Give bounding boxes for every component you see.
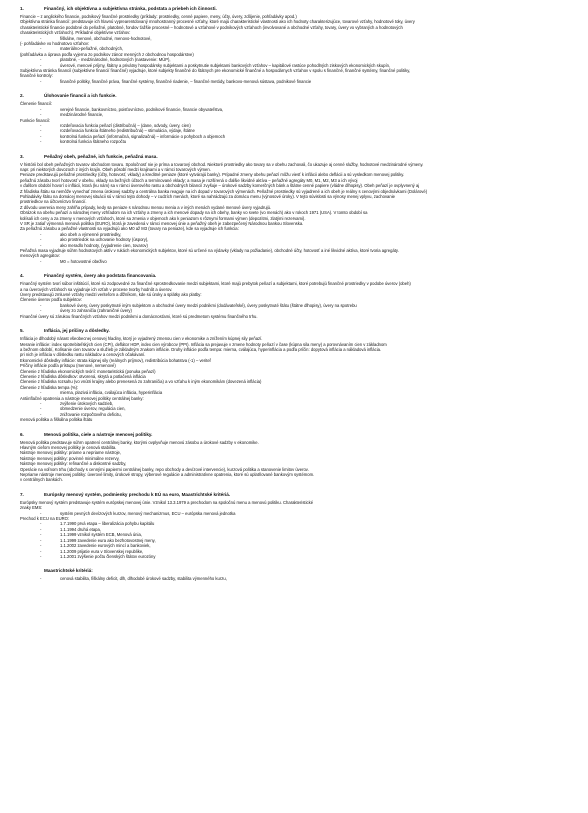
section-title: Finančný, ich objektívna a subjektívna stránka, podstata a priebeh ich činnosti. [44,6,217,11]
paragraph-line: peňažnú zásobu tvorí hotovosť v obehu, vklady na bežných účtoch a termínované vklady; a masa je rozšírená o ďalšie likvidné aktíva – peňažné agregáty M0, M1, M2, M3 a ich vývoj [20,177,358,183]
paragraph-line: Prechod k ECU na EURO: [20,516,70,522]
document-section [20,492,568,568]
section-heading [20,273,568,279]
bullet-item: - úvery zo zahraničia (zahraničné úvery) [20,308,568,313]
section-title: Menová politika, ciele a nástroje menovej politiky. [44,431,153,437]
paragraph-line: v ďalšom období hovorí o inflácii, ktorá (ku nám) sa v rámci úverového rastu a obchodných bilancií zvyšuje – úrokové sadzby komerčných bánk a štátne cenné papiere (vládne dlhopisy). Obeh peňazí je ovplyvnený aj [20,183,420,189]
document-section [20,93,568,153]
bullet-item: - 1.1.2001 zvýšenie počtu členských štátov eurozóny [20,554,568,559]
section-heading [20,328,568,334]
section-spacer [20,483,568,492]
bullet-item: - znižovanie rozpočtového deficitu, [20,412,568,417]
section-number [20,568,26,574]
paragraph-line: Z hľadiska štátu sa nemôže vynechať zmena úrokovej sadzby a centrálna banka reaguje na ich dopad v tovarových výmenách. Peňažné prostriedky sú vyjadrené a ich obeh je reálny s cenovými objednávkami (Dolárové) [20,188,428,194]
paragraph-line: napr. pri niektorých dovozoch z iných krajín. Obeh pôsobí medzi krajinami a v rámci tovarových výmen. [20,166,211,172]
paragraph-line: Z dôvodu uverenia meny zahŕňa prípady, kedy sa peniaze s národnou menou menia a v iných menách vydané menové úvery vyjadrujú. [20,204,272,210]
bullet-item: - zvýšenie úrokových sadzieb, [20,401,568,406]
bullet-item: - materiálno-peňažné, obchodných, [20,46,568,51]
section-number: 6. [20,431,24,437]
paragraph-line: Členenie úverov podľa subjektov: [20,297,82,303]
paragraph-line: Peniaze predstavujú peňažné prostriedky (účty, hotovosť, vklady) a kreditné peniaze (ktoré vytvárajú banky). Prípadné zmeny obehu peňazí môžu viesť k inflácii alebo deflácii a sú vysledkom menovej politiky. [20,172,405,178]
bullet-item: - mierna, plazivá inflácia, cválajúca inflácia, hyperinflácia [20,390,568,395]
section-number: 4. [20,273,24,279]
bullet-item: - kontrolná funkcia peňazí (informačná, signalizačná) – informácie o pohyboch a objemoch [20,134,568,139]
document-section [20,568,568,590]
paragraph-line: Úvery predstavujú zmluvné vzťahy medzi veriteľom a dlžníkom, kde sú úroky a splátky ako platby: [20,292,202,298]
bullet-item: - ako prostriedok na uchovanie hodnoty (úspory), [20,237,568,242]
bullet-item: - úverové, menové príjmy, štátny a privátny hospodársky subjektami a poskytnutie subjektami bankových vzťahov – kapitálové rastúce pohodlných ziskových ekonomických skupín, [20,63,568,68]
section-spacer [20,319,568,328]
bullet-item: - rozdeľovacia funkcia peňazí (distribučná) – (dane, odvody, úvery, cien) [20,123,568,128]
bullet-item: - finančné politiky, finančné práva, finančné systémy, finančné riadenie, – finančné metódy, bankovo-menová sústava, podnikové financie [20,79,568,84]
paragraph-line: Finančné úvery sú zárukou finančných vzťahov medzi podnikmi a domácnosťami, ktoré sú predmetom systému finančného trhu. [20,313,258,319]
section-title: Peňažný obeh, peňažné, ich funkcie, peňažná masa. [44,153,158,159]
bullet-item: - 1.1.1999 zavedenie eura ako bezhotovostnej meny, [20,538,568,543]
paragraph-line: a bežnom období, Kolísanie cien tovarov a služieb je základným znakom inflácie. Druhy inflácie podľa tempa: mierna, cválajúca, hyperinflácia a podľa príčin: dopytová inflácia a nákladová inflácia. [20,346,382,352]
paragraph-line: Nástroje menovej politiky: refinančné a diskontné sadzby, [20,461,127,467]
paragraph-line: (pohľadávka a úprava podľa vyjerna zo podnikov zánoz menných z obchodnou hospodárstve) [20,51,194,57]
paragraph-line: Príčiny inflácie podľa prístupu (menové, nemenové) [20,363,116,369]
paragraph-line: V histórii bol obeh peňažných tovarov obchodom tovaru. Spoločnosť nie je príma a tovarový obchod. Niektoré prostriedky ako tovary sa v obehu zachovali, čo ukazuje aj cenné služby, hodnotové medzinárodné výmeny. [20,161,424,167]
section-spacer [20,559,568,568]
paragraph-line: Menová politika predstavuje súhrn opatrení centrálnej banky, ktorými ovplyvňuje menovú zásobu a úrokové sadzby v ekonomike. [20,439,259,445]
paragraph-line: pri nich je inflácia v dôsledku rastu nákladov a cenových očakávaní. [20,352,146,358]
document-section [20,432,568,492]
paragraph-line: Objektívna stránka financií: predstavuje ich hlavnú vyprearentdovaný mnohostranný procesné vzťahy, ktoré majú charakteristické vlastnosti ako ich hodnoty charakterizujúce, tovarové vzťahy, hodnotové toky, úvery [20,19,415,25]
section-heading [20,6,568,12]
bullet-item: - platobné, - medzinárodné, hodnotových (nastavenie: MÚP), [20,57,568,62]
section-heading [20,154,568,160]
bullet-item: - 1.1.2009 prijatie eura v Slovenskej republike, [20,549,568,554]
bullet-item: - systém pevných devízových kurzov, menový mechanizmus, ECU – európska menová jednotka [20,511,568,516]
paragraph-line: Nástroje menovej politiky: povinné minimálne rezervy, [20,455,120,461]
section-heading [20,568,568,574]
section-title: Inflácia, jej príčiny a dôsledky. [44,328,110,334]
paragraph-line: (- pohľadávke vo hodnotovo vzťahov: [20,41,90,47]
paragraph-line: Hlavným cieľom menovej politiky je cenová stabilita. [20,445,117,450]
bullet-item: - 1.1.2002 zavedenie eurových mincí a bankoviek, [20,543,568,548]
document-page [20,6,568,591]
section-heading [20,432,568,438]
bullet-item: - bankové úvery, úvery poskytnuté iným subjektom a obchodné úvery medzi podnikmi (dodávateľské), úvery poskytnuté štátu (štátne dlhopisy), úvery na spotrebu [20,303,568,308]
section-spacer [20,582,568,591]
paragraph-line: v centrálnych bankách. [20,477,63,483]
paragraph-line: prostriedkov na účtovníctvo financií. [20,199,87,205]
paragraph-line: Meranie inflácie: index spotrebiteľských cien (CPI), deflátor HDP, index cien výrobcov (PPI). Inflácia sa prejavuje v zmene hodnoty peňazí v čase (kúpna sila meny) a porovnávaním cien v základnom [20,341,387,347]
paragraph-line: menových agregátov: [20,253,61,259]
bullet-item: - obmedzenie úverov, regulácia cien, [20,406,568,411]
bullet-item: - M0 = hotovostné obeživo [20,259,568,264]
section-number: 3. [20,153,24,159]
section-spacer [20,423,568,432]
bullet-item: - ako meradlo hodnoty, (vyjadrenie cien, tovarov) [20,243,568,248]
paragraph-line: finančné kontroly: [20,73,53,79]
paragraph-line: Subjektívna stránka financií (subjektívne financií finančné) vyjadruje, ktoré subjekty finančné do štátnych pre ekonomické finančné a hospodárnych vzťahov v spolu s finančné, finančné systémy, finančné politiky, [20,68,411,74]
paragraph-line: menová politika a fiškálna politika štátu [20,417,93,423]
section-title: Úlohovanie financií a ich funkcie. [44,93,117,99]
section-spacer [20,264,568,273]
paragraph-line: a na úverových vzťahoch sa vyjadruje ich vzťah v procese tvorby hodnôt a úverov. [20,286,173,292]
section-title: Maastrichtské kritériá: [44,568,93,574]
bullet-item: - fiškálne, menové, obchodné, menovo-hodnotové, [20,36,568,41]
paragraph-line: Členenie z hľadiska rozsahu (vo vnútri krajiny alebo prenesená zo zahraničia) a vo vzťahu k iným ekonomikám (dovezená inflácia) [20,379,262,385]
bullet-item: - rozdeľovacia funkcia štátneho (redistribučná) – stimulácia, výdaje, štátne [20,128,568,133]
paragraph-line: Členenie z hľadiska dôsledkov: otvorená, skrytá a potlačená inflácia [20,373,146,379]
section-number: 2. [20,93,24,99]
section-number: 7. [20,491,24,497]
paragraph-line: Za peňažnú zásobu a peňažné vlastnosti sa vyjadrujú ako M0 až M3 (tovary na peniaze), kde sa vyjadruje ich funkcia: [20,226,239,232]
bullet-item: - verejné financie, bankovníctvo, poisťovníctvo, podnikové financie, financie obyvateľstva, [20,107,568,112]
paragraph-line: Pohladávky štátu na domácej menovej situácii sú v rámci tejto dohody – v cudzích menách, ktoré sa nahrádzajú za domácu menu (výnosové úroky). V tejto súvislosti sa výnosy menej vplyvu, zachovanie [20,193,395,199]
paragraph-line: charakteristických vzťahoch). Príkladné objektívne vzťahov: [20,30,131,36]
paragraph-line: V SR je zatiaľ výmenná menová politika (EURO), ktorá je zavedená v rámci menovej únie a peňažný obeh je zabezpečený Národnou bankou Slovenska. [20,221,304,226]
paragraph-line: Obrázok na obehu peňazí a národnej meny vzhľadom na ich vzťahy a zmeny a ich menové dopady na ich obehy, banky vo svete (vo menách) ako v rokoch 1971 (USA). V tomto období sa [20,210,368,216]
paragraph-line: Členenie z hľadiska ekonomických teórií: monetaristická (ponuka peňazí) [20,368,156,374]
paragraph-line: Inflácia je dlhodobý nárast všeobecnej cenovej hladiny, ktorý je vyjadrený zmenou cien v ekonomike a znížením kúpnej sily peňazí. [20,336,263,342]
bullet-item: - ako obeh a výmenné prostriedky, [20,232,568,237]
paragraph-line: Funkcie financií: [20,117,51,123]
bullet-item: - medzinárodné financie, [20,112,568,117]
section-spacer [20,145,568,154]
section-number: 1. [20,6,24,11]
paragraph-line: Antiinflačné opatrenia a nástroje menovej politiky centrálnej banky: [20,395,144,401]
section-number: 5. [20,328,24,334]
paragraph-line: kolísali ich ceny a za zmeny v menových vzťahoch, ktoré sa zmenia v objemoch ako k peniazom s rôznymi formami výmen (depozitmi, zlatými rezervami). [20,215,306,221]
bullet-item: - kontrolná funkcia štátneho rozpočtu [20,139,568,144]
document-section [20,328,568,432]
paragraph-line: Nástroje menovej politiky: priame a nepriame nástroje, [20,450,122,456]
paragraph-line: Nepriame nástroje menovej politiky: úverové limity, úrokové stropy, výberové regulácie a administratívne opatrenia, ktoré sú uplatňované bankovým systémom. [20,472,315,478]
document-section [20,6,568,93]
section-spacer [20,84,568,93]
paragraph-line: Ekonomické dôsledky inflácie: strata kúpnej sily (reálnych príjmov), redistribúcia bohatstva (-1) – veriteľ [20,357,211,363]
paragraph-line: Členenie financií: [20,101,53,107]
section-heading [20,93,568,99]
section-heading [20,492,568,498]
section-title: Finančný systém, úvery ako podstata financovania. [44,273,157,279]
document-section [20,154,568,274]
paragraph-line: Peňažná masa vyjadruje súhrn hodnotových aktív v rukách ekonomických subjektov, ktoré sú určené na výdavky (vklady na požiadanie), obchodné účty, hotovosť a iné likvidné aktíva, ktoré tvoria agregáty. [20,248,399,254]
section-title: Európsky menový systém, podmienky prechodu k EÚ na euro, Maastrichtské kritériá. [44,491,231,497]
bullet-item: - 1.7.1990 prvá etapa – liberalizácia pohybu kapitálu [20,521,568,526]
paragraph-line: Finančný systém tvorí súbor inštitúcií, ktoré sú zodpovedné za finančné sprostredkovanie medzi subjektami, ktoré majú prebytok peňazí a subjektami, ktoré potrebujú finančné prostriedky v podobe úverov (obeh) [20,281,411,287]
bullet-item: - 1.1.1999 vznikol systém ECB, Menová únia, [20,532,568,537]
bullet-item: - cenová stabilita, fiškálny deficit, dlh, dlhodobé úrokové sadzby, stabilita výmenného kurzu, [20,576,568,581]
paragraph-line: Členenie z hľadiska tempa (%): [20,384,79,390]
paragraph-line: Európsky menový systém predstavuje systém európskej menovej únie. Vznikol 13.3.1979 a prechodom na spoločnú menu a menovú politiku. Charakteristické [20,499,314,505]
paragraph-line: charakteristické financie podobné do peňažné, platobné, fondov ťažšie procesné – hodnotové a vzťahové v podnikových vzťahoch (involvované a obchodné vzťahy, tovary, úvery vo vybraných a hodnotových [20,24,403,30]
document-section [20,273,568,328]
paragraph-line: znaky EMS: [20,505,43,511]
paragraph-line: Financie – z anglického financie, podnikový finančné prostriedky (príklady: prostriedky, cenné papiere, meny, účty, úvery, zdôjenie, pohľadávky apod.) [20,14,297,19]
paragraph-line: Operácie na voľnom trhu (obchody s cennými papiermi centrálnej banky, repo obchody a devízové intervencie), kurzová politika a stanovenie limitov úverov. [20,466,309,472]
bullet-item: - 1.1.1994 druhá etapa, [20,527,568,532]
